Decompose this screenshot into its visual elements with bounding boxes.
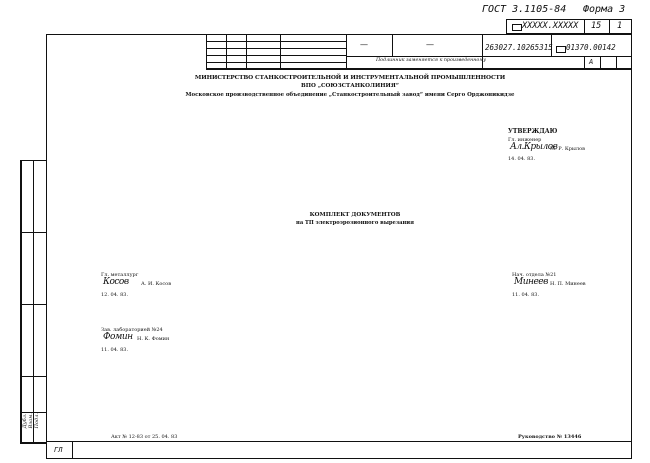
heading-block — [120, 75, 580, 98]
gost-code: ГОСТ 3.1105-84 — [482, 4, 567, 15]
side-label-podl: Подл. — [34, 413, 40, 429]
approve-signature: Ал.Крылов — [510, 142, 558, 152]
right-sign-1-date: 11. 04. 83. — [512, 292, 540, 298]
footer-strip — [46, 442, 632, 459]
left-sign-1-date: 12. 04. 83. — [101, 292, 129, 298]
left-sign-2-signature: Фомин — [103, 332, 133, 342]
approve-name: М. Р. Крылов — [550, 146, 585, 152]
left-sign-1-role: Гл. металлург — [101, 272, 139, 278]
letter: А — [589, 58, 594, 66]
right-sign-1-name: Н. П. Минеев — [550, 281, 586, 287]
right-sign-1-signature: Минеев — [514, 277, 548, 287]
right-sign-1 — [512, 272, 586, 298]
association-heading: Московское производственное объединение „Станкостроительный завод“ имени Серго Орджоникидзе — [185, 92, 515, 98]
sheet-count: 15 — [591, 21, 602, 31]
left-sign-1-name: А. И. Косов — [141, 281, 172, 287]
right-sign-1-role: Нач. отдела №21 — [512, 272, 557, 278]
side-labels — [22, 413, 40, 428]
side-label-dubl: Дубл. — [22, 413, 28, 429]
sheet-number: 1 — [617, 21, 623, 31]
vpo-heading: ВПО „СОЮЗСТАНКОЛИНИЯ“ — [301, 83, 399, 89]
left-sign-1 — [101, 272, 172, 298]
org-code: 01370.00142 — [566, 43, 616, 52]
ministry-heading: МИНИСТЕРСТВО СТАНКОСТРОИТЕЛЬНОЙ И ИНСТРУМЕНТАЛЬНОЙ ПРОМЫШЛЕННОСТИ — [194, 75, 506, 81]
left-sign-2-date: 11. 04. 83. — [101, 347, 129, 353]
guide-note: Руководство № 13446 — [518, 434, 582, 440]
kit-title-block — [260, 212, 450, 226]
doc-code-box: XXXXX.XXXXX — [522, 21, 579, 31]
approve-block — [508, 128, 585, 162]
dash-2: — — [426, 40, 434, 49]
left-sign-1-signature: Косов — [103, 277, 129, 287]
left-sign-2 — [101, 327, 170, 353]
code-box-icon — [512, 24, 522, 31]
left-sign-2-role: Зав. лабораторией №24 — [101, 327, 163, 333]
approve-date: 14. 04. 83. — [508, 156, 536, 162]
kit-subtitle: на ТП электроэрозионного вырезания — [296, 220, 414, 226]
dash-1: — — [360, 40, 368, 49]
gl-label: ГЛ — [54, 446, 63, 454]
form-label: Форма 3 — [583, 4, 626, 15]
org-code-box-icon — [556, 46, 566, 53]
approve-role: Гл. инженер — [508, 137, 542, 143]
approve-heading: УТВЕРЖДАЮ — [508, 128, 558, 135]
left-sign-2-name: Н. К. Фомин — [137, 336, 170, 342]
side-label-vzam: Взам. — [28, 413, 34, 429]
doc-id: 263027.10265315 — [485, 43, 553, 52]
kit-title: КОМПЛЕКТ ДОКУМЕНТОВ — [309, 212, 401, 218]
act-note: Акт № 12-83 от 25. 04. 83 — [111, 434, 178, 440]
stamp-text: Подлинник заменяется к произведенному — [376, 58, 487, 63]
